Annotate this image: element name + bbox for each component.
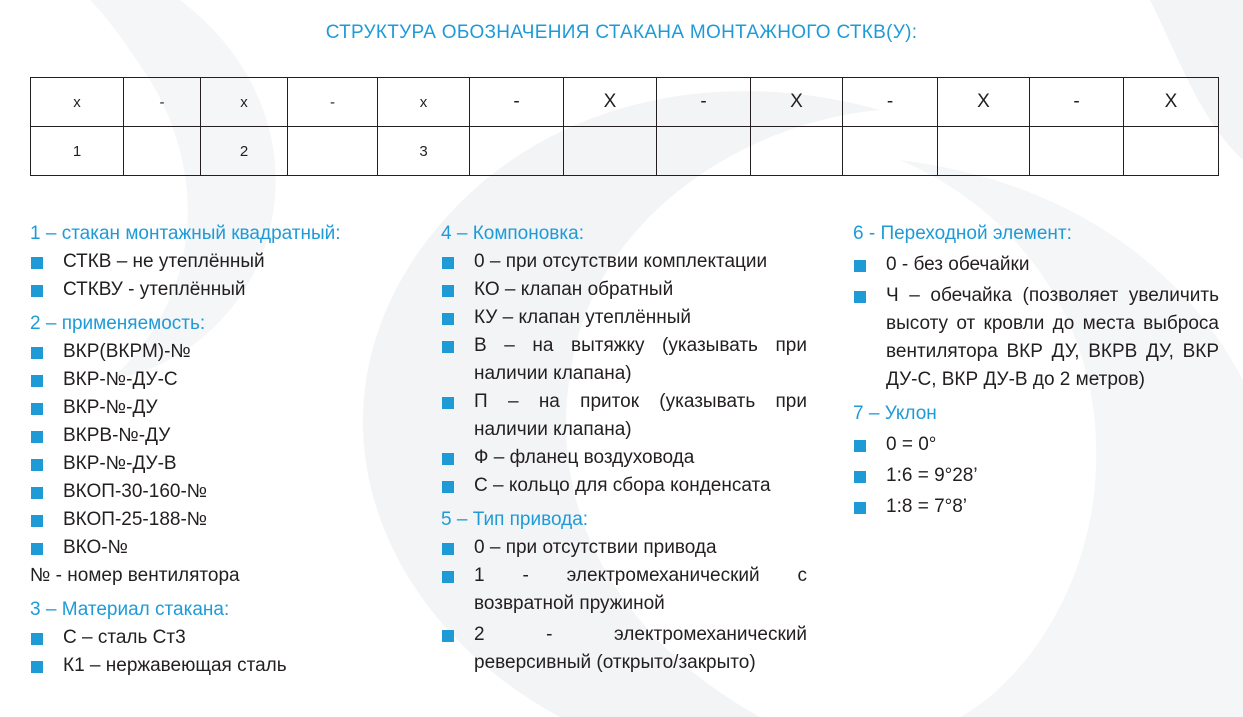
position-cell: 3 [378,127,470,176]
list-item: ВКР(ВКРМ)-№ [30,338,420,366]
position-cell [751,127,843,176]
code-cell: - [1030,78,1124,127]
section-heading-6: 6 - Переходной элемент: [853,223,1072,244]
section-heading-1: 1 – стакан монтажный квадратный: [30,223,341,244]
list-item: ВКОП-25-188-№ [30,506,420,534]
list-item: 2 - электромеханический реверсивный (открыто/закрыто) [441,621,807,677]
list-item: ВКР-№-ДУ-В [30,450,420,478]
square-bullet-icon [31,459,43,471]
list-item: ВКР-№-ДУ [30,394,420,422]
code-cell: - [288,78,378,127]
code-row-positions [31,127,1219,176]
square-bullet-icon [442,571,454,583]
square-bullet-icon [442,481,454,493]
list-item: 0 – при отсутствии привода [441,534,807,562]
list-item: 0 – при отсутствии комплектации [441,248,807,276]
list-item: ВКР-№-ДУ-С [30,366,420,394]
position-cell [657,127,751,176]
square-bullet-icon [442,257,454,269]
page-title: СТРУКТУРА ОБОЗНАЧЕНИЯ СТАКАНА МОНТАЖНОГО СТКВ(У): [325,22,918,43]
square-bullet-icon [442,543,454,555]
list-item: ВКОП-30-160-№ [30,478,420,506]
list-item: П – на приток (указывать при наличии клапана) [441,388,807,444]
code-cell: - [124,78,201,127]
fan-number-note: № - номер вентилятора [30,565,240,586]
code-cell: - [843,78,938,127]
square-bullet-icon [854,440,866,452]
position-cell: 1 [31,127,124,176]
square-bullet-icon [31,257,43,269]
square-bullet-icon [854,471,866,483]
list-item: СТКВ – не утеплённый [30,248,420,276]
list-item: 1:6 = 9°28’ [853,462,1219,490]
list-item: В – на вытяжку (указывать при наличии клапана) [441,332,807,388]
legend-column-2 [441,220,807,677]
position-cell [938,127,1030,176]
position-cell [124,127,201,176]
code-cell: X [1124,78,1219,127]
legend-column-3 [853,220,1219,521]
list-item: 0 - без обечайки [853,251,1219,279]
square-bullet-icon [31,347,43,359]
square-bullet-icon [31,285,43,297]
square-bullet-icon [31,543,43,555]
list-item: 1:8 = 7°8’ [853,493,1219,521]
list-item: ВКРВ-№-ДУ [30,422,420,450]
square-bullet-icon [854,291,866,303]
list-item: Ч – обечайка (позволяет увеличить высоту от кровли до места выброса вентилятора ВКР ДУ, ВКРВ ДУ, ВКР ДУ-С, ВКР ДУ-В до 2 метров) [853,282,1219,394]
section-heading-4: 4 – Компоновка: [441,223,584,244]
code-cell: - [470,78,564,127]
square-bullet-icon [854,260,866,272]
list-item: КО – клапан обратный [441,276,807,304]
position-cell [564,127,657,176]
section-heading-5: 5 – Тип привода: [441,509,589,530]
list-item: СТКВУ - утеплённый [30,276,420,304]
code-row-symbols [31,78,1219,127]
section-heading-7: 7 – Уклон [853,403,937,424]
code-cell: X [751,78,843,127]
square-bullet-icon [442,313,454,325]
list-item: С – сталь Ст3 [30,624,420,652]
position-cell [1124,127,1219,176]
list-item: ВКО-№ [30,534,420,562]
position-cell [843,127,938,176]
code-cell: - [657,78,751,127]
position-cell [470,127,564,176]
square-bullet-icon [31,375,43,387]
code-cell: x [31,78,124,127]
square-bullet-icon [31,515,43,527]
list-item: 1 - электромеханический с возвратной пружиной [441,562,807,618]
position-cell [1030,127,1124,176]
square-bullet-icon [31,487,43,499]
list-item: К1 – нержавеющая сталь [30,652,420,680]
square-bullet-icon [442,285,454,297]
square-bullet-icon [31,633,43,645]
code-cell: X [938,78,1030,127]
list-item: КУ – клапан утеплённый [441,304,807,332]
code-cell: x [201,78,288,127]
section-heading-2: 2 – применяемость: [30,313,206,334]
list-item: Ф – фланец воздуховода [441,444,807,472]
square-bullet-icon [442,630,454,642]
list-item: 0 = 0° [853,431,1219,459]
square-bullet-icon [31,661,43,673]
square-bullet-icon [442,397,454,409]
square-bullet-icon [442,453,454,465]
legend-column-1 [30,220,420,680]
square-bullet-icon [31,431,43,443]
designation-code-table [30,77,1219,176]
square-bullet-icon [31,403,43,415]
section-heading-3: 3 – Материал стакана: [30,599,230,620]
list-item: С – кольцо для сбора конденсата [441,472,807,500]
code-cell: X [564,78,657,127]
square-bullet-icon [854,502,866,514]
square-bullet-icon [442,341,454,353]
position-cell: 2 [201,127,288,176]
code-cell: x [378,78,470,127]
position-cell [288,127,378,176]
